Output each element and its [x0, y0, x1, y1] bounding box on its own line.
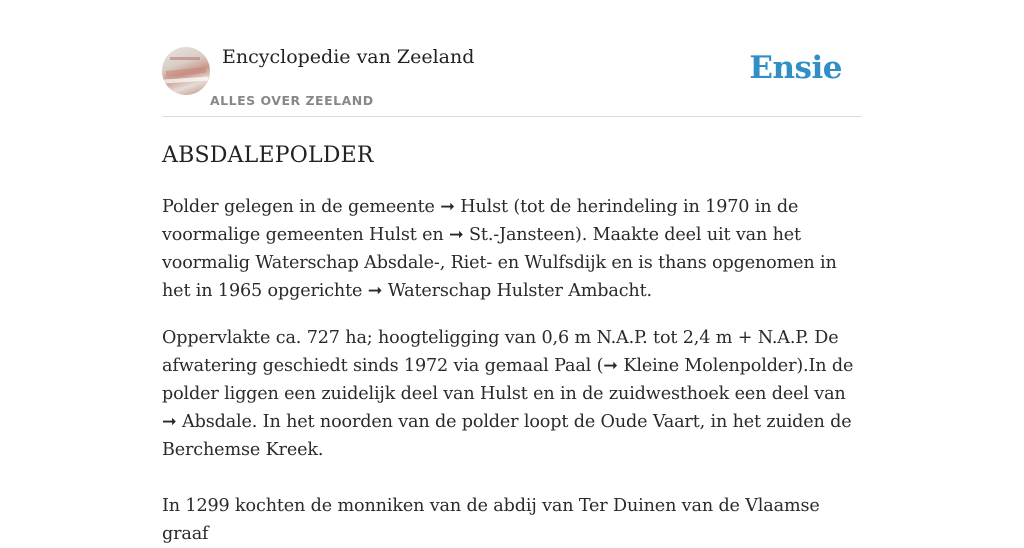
site-title[interactable]: Encyclopedie van Zeeland	[222, 46, 475, 68]
entry-title: ABSDALEPOLDER	[162, 143, 374, 168]
site-header	[162, 0, 862, 117]
entry-paragraph: Polder gelegen in de gemeente ➞ Hulst (tot de herindeling in 1970 in de voormalige gemeenten Hulst en ➞ St.-Jansteen). Maakte deel uit van het voormalig Waterschap Absdale-, Riet- en Wulfsdijk en is thans opgenomen in het in 1965 opgerichte ➞ Waterschap Hulster Ambacht.	[162, 197, 837, 301]
site-subtitle: ALLES OVER ZEELAND	[210, 93, 374, 108]
entry-paragraph: In 1299 kochten de monniken van de abdij van Ter Duinen van de Vlaamse graaf	[162, 496, 820, 544]
ensie-logo-link[interactable]: Ensie	[749, 50, 842, 86]
page	[162, 0, 862, 548]
entry-paragraph: Oppervlakte ca. 727 ha; hoogteligging van 0,6 m N.A.P. tot 2,4 m + N.A.P. De afwatering geschiedt sinds 1972 via gemaal Paal (➞ Kleine Molenpolder).In de polder liggen een zuidelijk deel van Hulst en in de zuidwesthoek een deel van ➞ Absdale. In het noorden van de polder loopt de Oude Vaart, in het zuiden de Berchemse Kreek.	[162, 328, 854, 460]
site-avatar[interactable]	[162, 47, 210, 95]
